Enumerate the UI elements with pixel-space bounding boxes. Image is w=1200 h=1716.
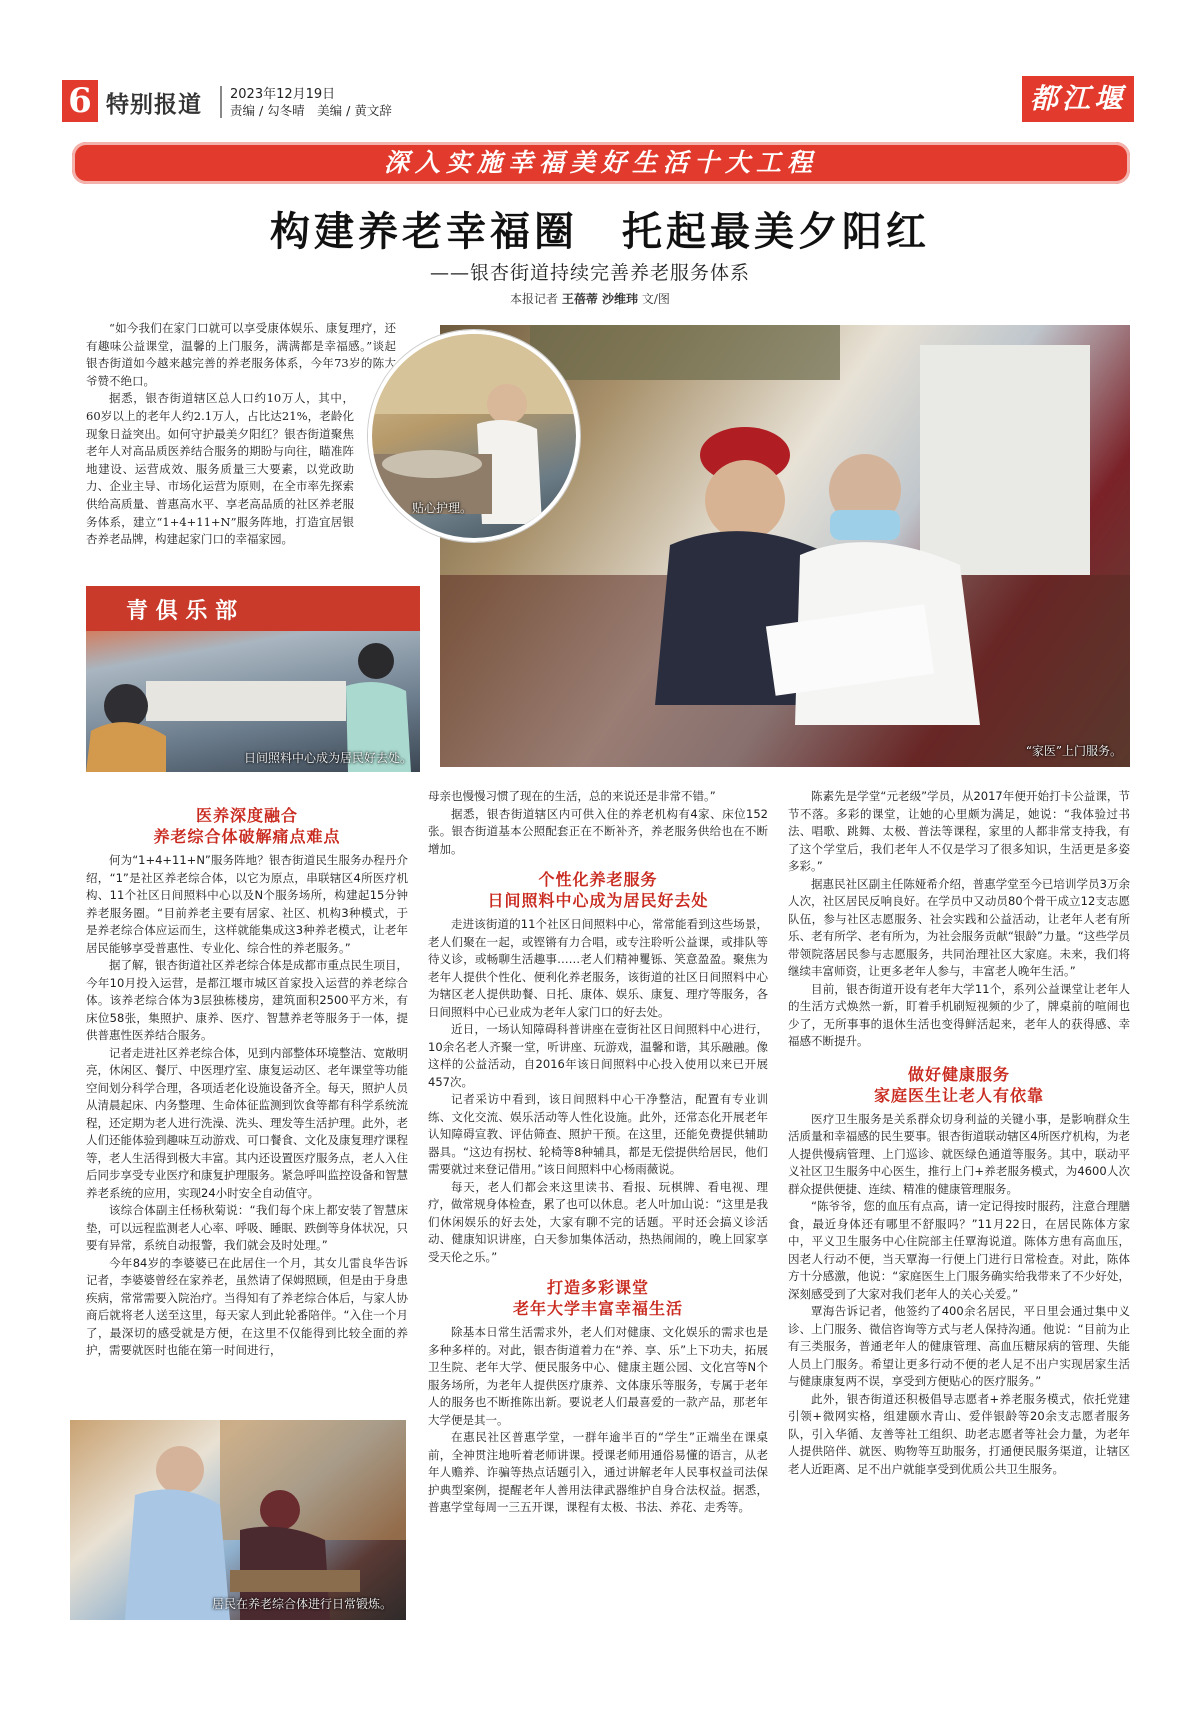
column-3 <box>788 788 1130 1478</box>
section-1-title-line2: 养老综合体破解痛点难点 <box>153 827 341 846</box>
headline: 构建养老幸福圈 托起最美夕阳红 <box>270 208 930 255</box>
body-paragraph: 记者走进社区养老综合体，见到内部整体环境整洁、宽敞明亮，休闲区、餐厅、中医理疗室、康复运动区、老年课堂等功能空间划分科学合理，各项适老化设施设备齐全。每天，照护人员从清晨起床、内务整理、生命体征监测到饮食等都有科学系统流程，还定期为老人进行洗澡、洗头、理发等生活护理。此外，老人们还能体验到趣味互动游戏、可口餐食、文化及康复理疗课程等，老人生活得到极大丰富。其内还设置医疗服务点，老人入住后同步享受专业医疗和康复护理服务。紧急呼叫监控设备和智慧养老系统的应用，实现24小时安全自动值守。 <box>86 1045 408 1200</box>
photo-club-art <box>86 586 420 772</box>
body-paragraph: 该综合体副主任杨秋菊说：“我们每个床上都安装了智慧床垫，可以远程监测老人心率、呼吸、睡眠、跌倒等身体状况，只要有异常，系统自动报警，我们就会及时处理。” <box>86 1203 408 1252</box>
subheadline: ——银杏街道持续完善养老服务体系 <box>430 262 751 284</box>
body-paragraph: 近日，一场认知障碍科普讲座在壹街社区日间照料中心进行，10余名老人齐聚一堂，听讲座、玩游戏，温馨和谐，其乐融融。像这样的公益活动，自2016年该日间照料中心投入使用以来已开展457次。 <box>428 1022 768 1089</box>
photo-exercise-art <box>70 1420 406 1620</box>
body-paragraph: 每天，老人们都会来这里读书、看报、玩棋牌、看电视、理疗，做常规身体检查，累了也可以休息。老人叶加山说：“这里是我们休闲娱乐的好去处，大家有聊不完的话题。平时还会搞义诊活动、健康知识讲座，白天参加集体活动，热热闹闹的，晚上回家享受天伦之乐。” <box>428 1179 768 1264</box>
body-paragraph: 此外，银杏街道还积极倡导志愿者+养老服务模式，依托党建引领+微网实格，组建颐水青山、爱伴银龄等20余支志愿者服务队，引入华循、友善等社工组织、助老志愿者等社会力量，为老年人提供陪伴、就医、购物等互助服务，打通便民服务渠道，让辖区老人近距离、足不出户就能享受到优质公共卫生服务。 <box>788 1391 1130 1476</box>
masthead-logo: 都江堰 <box>1022 76 1134 122</box>
body-paragraph: 走进该街道的11个社区日间照料中心，常常能看到这些场景，老人们聚在一起，或铿锵有力合唱，或专注聆听公益课，或排队等待义诊，或畅聊生活趣事……老人们精神矍铄、笑意盈盈。聚焦为老年人提供个性化、便利化养老服务，该街道的社区日间照料中心为辖区老人提供助餐、日托、康体、娱乐、康复、理疗等服务，各日间照料中心已业成为老年人家门口的好去处。 <box>428 917 768 1019</box>
section-2-title-line1: 个性化养老服务 <box>538 870 658 889</box>
photo-care-art <box>372 334 576 538</box>
body-paragraph: 在惠民社区普惠学堂，一群年逾半百的“学生”正端坐在课桌前，全神贯注地听着老师讲课。授课老师用通俗易懂的语言，从老年人赡养、诈骗等热点话题引入，通过讲解老年人民事权益司法保护典型案例，提醒老年人善用法律武器维护自身合法权益。据悉，普惠学堂每周一三五开课，课程有太极、书法、养花、走秀等。 <box>428 1430 768 1514</box>
body-paragraph: 今年84岁的李婆婆已在此居住一个月，其女儿雷良华告诉记者，李婆婆曾经在家养老，虽然请了保姆照顾，但是由于身患疾病，常常需要入院治疗。当得知有了养老综合体后，与家人协商后就将老人送至这里，每天家人到此轮番陪伴。“入住一个月了，最深切的感受就是方便，在这里不仅能得到比较全面的养护，需要就医时也能在第一时间进行， <box>86 1255 408 1357</box>
column-2 <box>428 788 768 1517</box>
caption-bottom: 居民在养老综合体进行日常锻炼。 <box>211 1597 392 1611</box>
photo-club <box>86 586 420 772</box>
body-paragraph: 据了解，银杏街道社区养老综合体是成都市重点民生项目，今年10月投入运营，是都江堰市城区首家投入运营的养老综合体。该养老综合体为3层独栋楼房，建筑面积2500平方米，有床位58张，集照护、康养、医疗、智慧养老等服务于一体，提供普惠性医养结合服务。 <box>86 958 408 1042</box>
byline-prefix: 本报记者 <box>510 292 559 306</box>
section-4-title-line1: 做好健康服务 <box>907 1064 1010 1084</box>
section-3-title-line2: 老年大学丰富幸福生活 <box>512 1299 683 1318</box>
photo-exercise <box>70 1420 406 1620</box>
body-paragraph: 记者采访中看到，该日间照料中心干净整洁，配置有专业训练、文化交流、娱乐活动等人性化设施。此外，还常态化开展老年认知障碍宣教、评估筛查、照护干预。在这里，还能免费提供辅助器具。“这边有拐杖、轮椅等8种辅具，都是无偿提供给居民，他们需要就过来登记借用。”该日间照料中心杨雨薇说。 <box>428 1092 768 1176</box>
header-divider <box>220 86 222 118</box>
body-paragraph: 目前，银杏街道开设有老年大学11个，系列公益课堂让老年人的生活方式焕然一新，盯着手机刷短视频的少了，牌桌前的喧闹也少了，无所事事的退休生活也变得鲜活起来，老年人的获得感、幸福感不断提升。 <box>788 981 1130 1048</box>
editors-credit: 责编 / 勾冬晴 美编 / 黄文辞 <box>230 103 392 118</box>
section-4-title-line2: 家庭医生让老人有依靠 <box>873 1085 1044 1105</box>
section-2-title-line2: 日间照料中心成为居民好去处 <box>487 891 709 910</box>
body-paragraph: 母亲也慢慢习惯了现在的生活，总的来说还是非常不错。” <box>428 789 716 803</box>
byline-suffix: 文/图 <box>641 292 670 306</box>
body-paragraph: 据悉，银杏街道辖区内可供入住的养老机构有4家、床位152张。银杏街道基本公照配套正在不断补齐，养老服务供给也在不断增加。 <box>428 806 768 856</box>
lead-paragraph: “如今我们在家门口就可以享受康体娱乐、康复理疗，还有趣味公益课堂，温馨的上门服务，满满都是幸福感。”谈起银杏街道如今越来越完善的养老服务体系，今年73岁的陈大爷赞不绝口。 <box>86 321 396 388</box>
body-paragraph: 何为“1+4+11+N”服务阵地？银杏街道民生服务办程丹介绍，“1”是社区养老综合体，以它为原点，串联辖区4所医疗机构、11个社区日间照料中心以及N个服务场所，构建起15分钟养老服务圈。“目前养老主要有居家、社区、机构3种模式，于是养老综合体应运而生，这样就能集成这3种养老模式，让老年居民能够享受普惠性、专业化、综合性的养老服务。” <box>86 853 408 955</box>
photo-care <box>368 330 580 542</box>
column-1 <box>86 800 408 1360</box>
section-name: 特别报道 <box>106 92 202 118</box>
caption-circle: 贴心护理。 <box>412 501 473 515</box>
body-paragraph: 除基本日常生活需求外，老人们对健康、文化娱乐的需求也是多种多样的。对此，银杏街道着力在“养、享、乐”上下功夫，拓展卫生院、老年大学、便民服务中心、健康主题公园、文化宫等N个服务场所，为老年人提供医疗康养、文体康乐等服务，专属于老年人的服务也不断推陈出新。要说老人们最喜爱的一款产品，那老年大学便是其一。 <box>428 1325 768 1427</box>
issue-date: 2023年12月19日 <box>230 87 336 102</box>
byline <box>510 290 670 307</box>
byline-authors: 王蓓蒂 沙维玮 <box>561 292 639 306</box>
caption-club: 日间照料中心成为居民好去处。 <box>243 751 412 765</box>
body-paragraph: “陈爷爷，您的血压有点高，请一定记得按时服药，注意合理膳食，最近身体还有哪里不舒服吗？”11月22日，在居民陈体方家中，平义卫生服务中心住院部主任覃海说道。陈体方患有高血压，因老人行动不便，当天覃海一行便上门进行日常检查。对此，陈体方十分感激，他说：“家庭医生上门服务确实给我带来了不少好处，深刻感受到了大家对我们老年人的关心关爱。” <box>788 1199 1130 1301</box>
body-paragraph: 据惠民社区副主任陈娅希介绍，普惠学堂至今已培训学员3万余人次，社区居民反响良好。在学员中又动员80个骨干成立12支志愿队伍，参与社区志愿服务、社会实践和公益活动，让老年人老有所乐、老有所学、老有所为，为社会服务贡献“银龄”力量。“这些学员带领院落居民参与志愿服务，共同治理社区大家庭。未来，我们将继续丰富师资，让更多老年人参与，丰富老人晚年生活。” <box>788 876 1130 978</box>
section-3-title-line1: 打造多彩课堂 <box>546 1278 649 1297</box>
lead-paragraphs <box>86 320 396 549</box>
body-paragraph: 医疗卫生服务是关系群众切身利益的关键小事，是影响群众生活质量和幸福感的民生要事。银杏街道联动辖区4所医疗机构，为老人提供慢病管理、上门巡诊、就医绿色通道等服务。其中，联动平义社区卫生服务中心医生，推行上门+养老服务模式，为4600人次群众提供便捷、连续、精准的健康管理服务。 <box>788 1111 1130 1196</box>
svg-text:青 俱 乐 部: 青 俱 乐 部 <box>126 598 237 624</box>
page-number: 6 <box>62 80 98 122</box>
theme-banner <box>72 142 1130 184</box>
caption-main: “家医”上门服务。 <box>1025 744 1122 758</box>
section-1-title-line1: 医养深度融合 <box>195 806 298 825</box>
body-paragraph: 陈素先是学堂“元老级”学员，从2017年便开始打卡公益课，节节不落。多彩的课堂，让她的心里颇为满足，她说：“我体验过书法、唱歌、跳舞、太极、普法等课程，家里的人都非常支持我，有了这个学堂后，我们老年人不仅是学习了很多知识，生活更是多姿多彩。” <box>788 789 1130 873</box>
banner-text: 深入实施幸福美好生活十大工程 <box>383 148 818 177</box>
lead-paragraph: 据悉，银杏街道辖区总人口约10万人，其中，60岁以上的老年人约2.1万人，占比达21%，老龄化现象日益突出。如何守护最美夕阳红？银杏街道聚焦老年人对高品质医养结合服务的期盼与向往，瞄准阵地建设、运营成效、服务质量三大要素，以党政助力、企业主导、市场化运营为原则，在全市率先探索供给高质量、普惠高水平、享老高品质的社区养老服务体系，建立“1+4+11+N”服务阵地，打造宜居银杏养老品牌，构建起家门口的幸福家园。 <box>86 391 354 547</box>
body-paragraph: 覃海告诉记者，他签约了400余名居民，平日里会通过集中义诊、上门服务、微信咨询等方式与老人保持沟通。他说：“目前为止有三类服务，普通老年人的健康管理、高血压糖尿病的管理、失能人员上门服务。希望让更多行动不便的老人足不出户实现居家生活与健康康复两不误，享受到方便贴心的医疗服务。” <box>788 1304 1130 1388</box>
